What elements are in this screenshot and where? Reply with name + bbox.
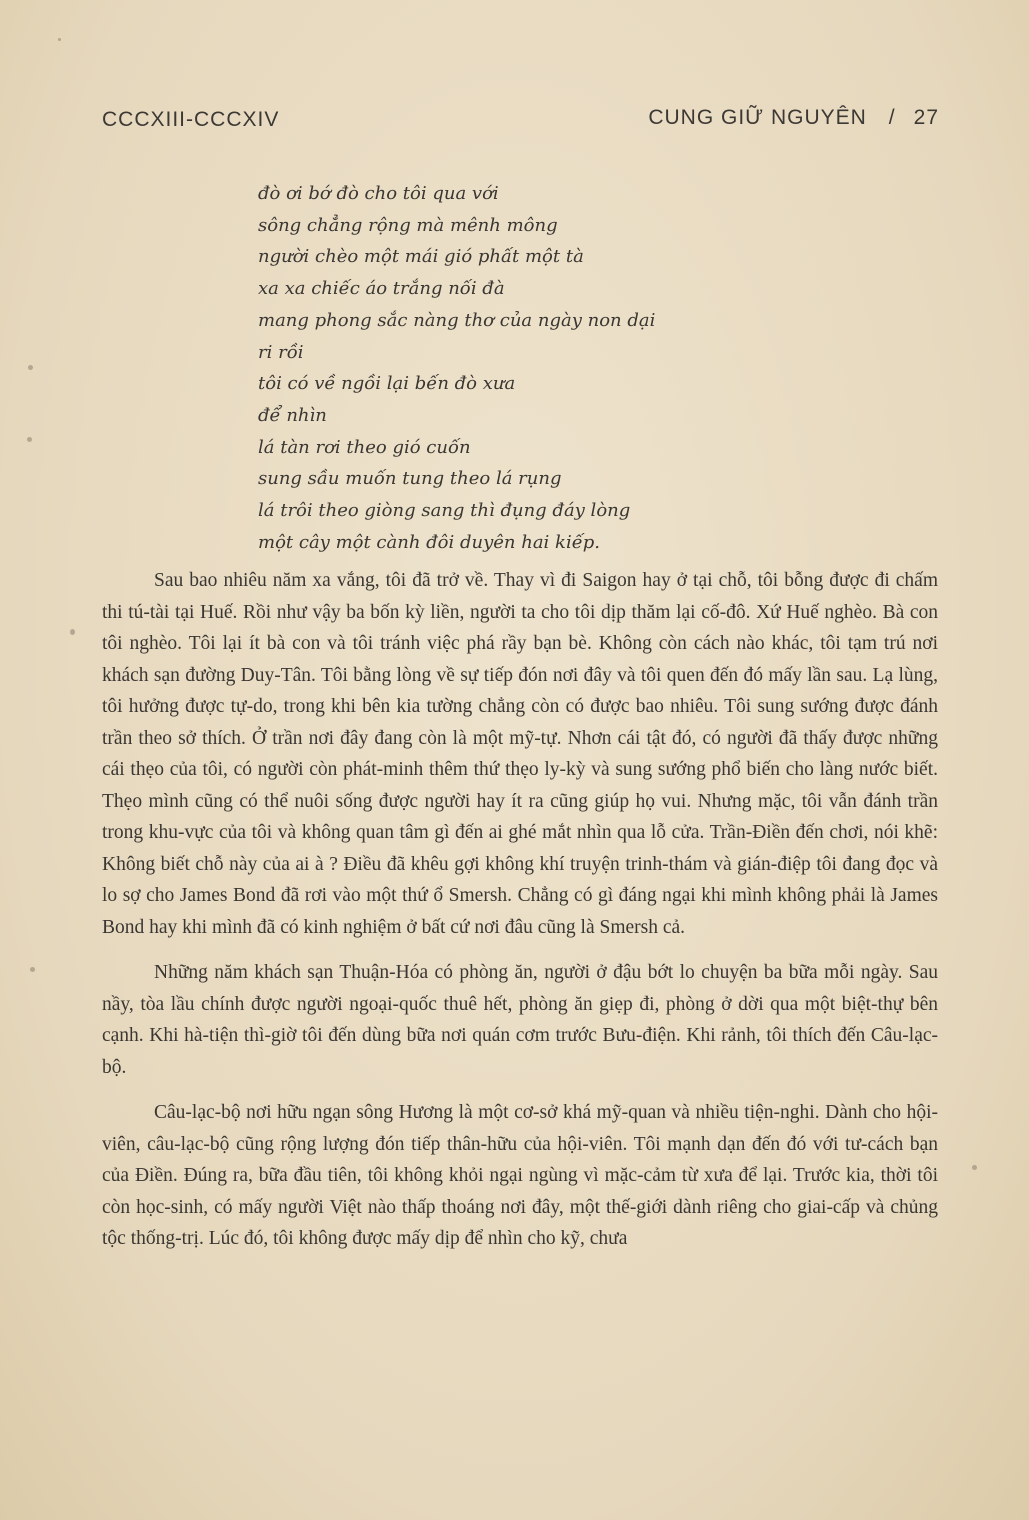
poem-line: lá trôi theo giòng sang thì đụng đáy lòng: [258, 500, 631, 522]
poem-line: mang phong sắc nàng thơ của ngày non dại: [258, 309, 656, 331]
body-text: [102, 565, 938, 1269]
poem-line: lá tàn rơi theo gió cuốn: [258, 436, 471, 458]
poem-line: sung sầu muốn tung theo lá rụng: [258, 468, 562, 490]
paragraph: Sau bao nhiêu năm xa vắng, tôi đã trở về. Thay vì đi Saigon hay ở tại chỗ, tôi bỗng được đi chấm thi tú-tài tại Huế. Rồi như vậy ba bốn kỳ liền, người ta cho tôi dịp thăm lại cố-đô. Xứ Huế nghèo. Bà con tôi nghèo. Tôi lại ít bà con và tôi tránh việc phá rầy bạn bè. Không còn cách nào khác, tôi tạm trú nơi khách sạn đường Duy-Tân. Tôi bằng lòng về sự tiếp đón nơi đây và tôi quen đến đó mấy lần sau. Lạ lùng, tôi hưởng được tự-do, trong khi bên kia tường chẳng còn có được bao nhiêu. Tôi sung sướng được đánh trần theo sở thích. Ở trần nơi đây đang còn là một mỹ-tự. Nhơn cái tật đó, có người đã thấy được những cái thẹo của tôi, có người còn phát-minh thêm thứ thẹo ly-kỳ và sung sướng phổ biến cho làng nước biết. Thẹo mình cũng có thể nuôi sống được người hay ít ra cũng giúp họ vui. Nhưng mặc, tôi vẫn đánh trần trong khu-vực của tôi và không quan tâm gì đến ai ghé mắt nhìn qua lỗ cửa. Trần-Điền đến chơi, nói khẽ: Không biết chỗ này của ai à ? Điều đã khêu gợi không khí truyện trinh-thám và gián-điệp tôi đang đọc và lo sợ cho James Bond đã rơi vào một thứ ổ Smersh. Chẳng có gì đáng ngại khi mình không phải là James Bond hay khi mình đã có kinh nghiệm ở bất cứ nơi đâu cũng là Smersh cả.: [102, 570, 938, 938]
paper-speck: [58, 38, 61, 41]
poem-line: người chèo một mái gió phất một tà: [258, 246, 584, 268]
paragraph: Những năm khách sạn Thuận-Hóa có phòng ăn, người ở đậu bớt lo chuyện ba bữa mỗi ngày. Sau nầy, tòa lầu chính được người ngoại-quốc thuê hết, phòng ăn giẹp đi, phòng ở dời qua một biệt-thự bên cạnh. Khi hà-tiện thì-giờ tôi đến dùng bữa nơi quán cơm trước Bưu-điện. Khi rảnh, tôi thích đến Câu-lạc-bộ.: [102, 962, 938, 1078]
paper-speck: [30, 967, 35, 972]
poem-line: một cây một cành đôi duyên hai kiếp.: [258, 531, 601, 553]
poem-line: để nhìn: [258, 404, 327, 426]
poem-line: ri rồi: [258, 341, 304, 363]
poem-line: đò ơi bớ đò cho tôi qua với: [258, 183, 499, 204]
title-separator: /: [888, 106, 896, 129]
paper-speck: [972, 1165, 977, 1170]
chapter-range: CCCXIII-CCCXIV: [102, 108, 280, 131]
page-number: 27: [913, 106, 939, 129]
paper-speck: [27, 437, 32, 442]
book-title: CUNG GIỮ NGUYÊN: [648, 106, 867, 129]
paper-speck: [70, 629, 75, 635]
running-title: [648, 106, 939, 130]
poem-line: xa xa chiếc áo trắng nối đà: [258, 278, 505, 300]
paragraph: Câu-lạc-bộ nơi hữu ngạn sông Hương là một cơ-sở khá mỹ-quan và nhiều tiện-nghi. Dành cho hội-viên, câu-lạc-bộ cũng rộng lượng đón tiếp thân-hữu của hội-viên. Tôi mạnh dạn đến đó với tư-cách bạn của Điền. Đúng ra, bữa đầu tiên, tôi không khỏi ngại ngùng vì mặc-cảm từ xưa để lại. Trước kia, thời tôi còn học-sinh, có mấy người Việt nào thấp thoáng nơi đây, một thế-giới dành riêng cho giai-cấp và chủng tộc thống-trị. Lúc đó, tôi không được mấy dịp để nhìn cho kỹ, chưa: [102, 1102, 938, 1249]
poem-line: sông chẳng rộng mà mênh mông: [258, 214, 558, 236]
poem-line: tôi có về ngồi lại bến đò xưa: [258, 373, 516, 395]
poem-block: [258, 178, 778, 558]
paper-speck: [28, 365, 33, 370]
